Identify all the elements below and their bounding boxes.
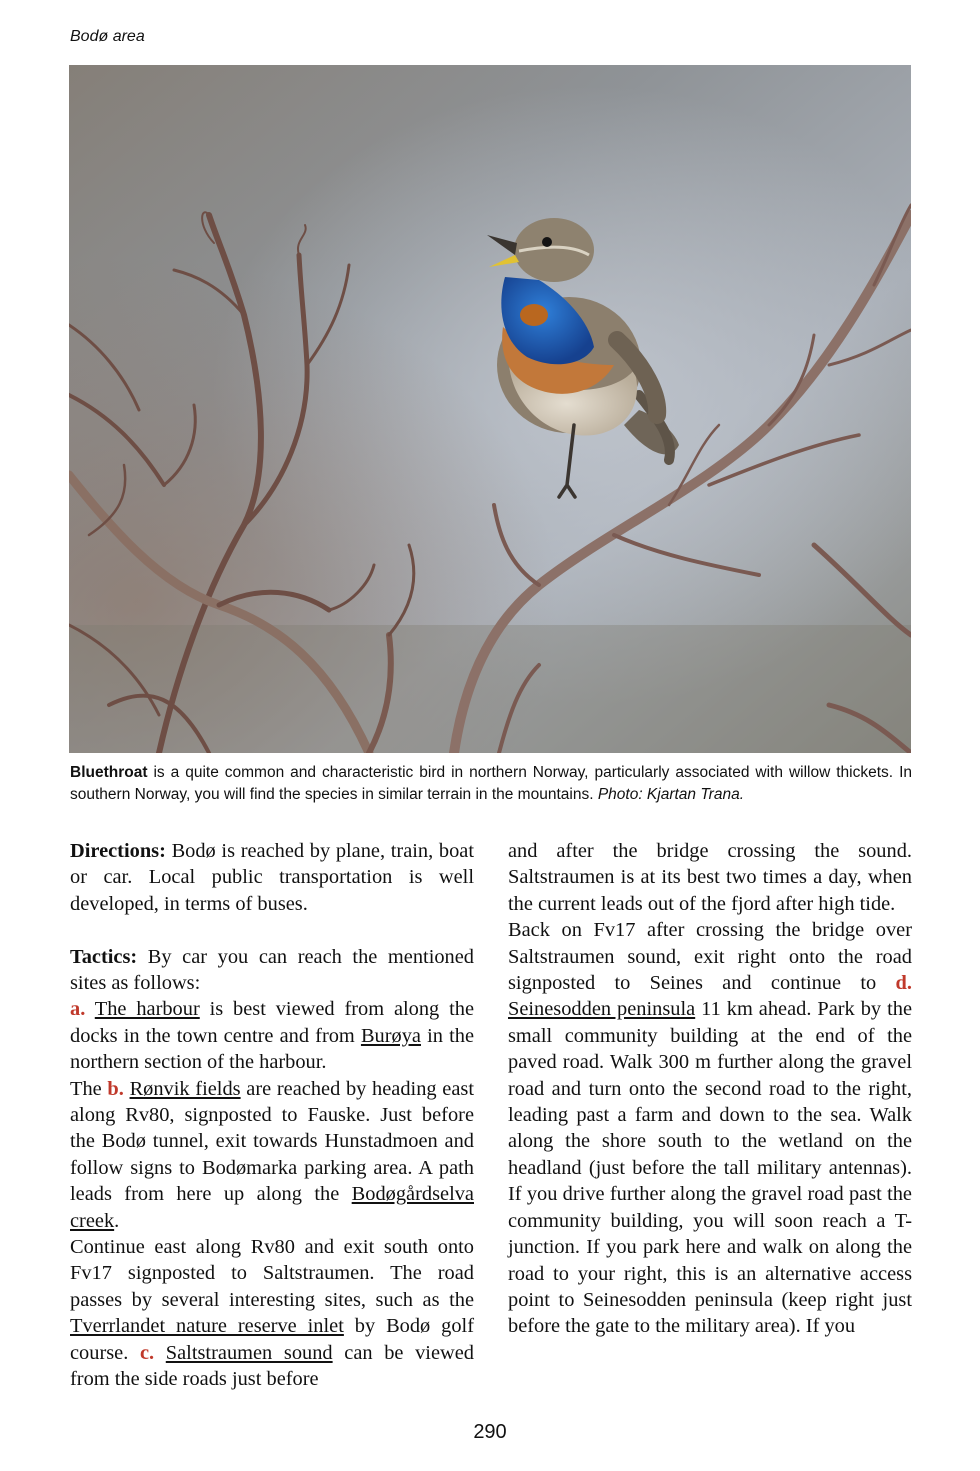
site-d-text: 11 km ahead. Park by the small community building at the end of the paved road. Walk 300 m further along the gravel road and turn onto the second road to the right, leading past a farm and down to the sea. Walk along the shore south to the wetland on the headland (just before the tall military antennas). If you drive further along the gravel road past the community building, you will soon reach a T-junction. If you park here and walk on along the road to your right, this is an alternative access point to Seinesodden peninsula (keep right just before the gate to the military area). If you [508, 998, 912, 1338]
site-a-paragraph [70, 996, 474, 1075]
left-column [70, 838, 474, 1393]
site-d-link[interactable]: Seinesodden peninsula [508, 998, 696, 1021]
site-c-paragraph [70, 1234, 474, 1392]
site-b-marker: b. [107, 1077, 124, 1100]
site-c-link[interactable]: Saltstraumen sound [165, 1341, 333, 1364]
site-a-text: is best viewed from along the docks in the town centre and from [70, 998, 475, 1047]
site-a-link[interactable]: The harbour [94, 998, 200, 1021]
caption-species: Bluethroat [70, 764, 148, 781]
directions-text: Bodø is reached by plane, train, boat or car. Local public transportation is well developed, in terms of buses. [70, 840, 474, 915]
site-c-marker: c. [139, 1341, 155, 1364]
site-c-pre: Continue east along Rv80 and exit south onto Fv17 signposted to Saltstraumen. The road passes by several interesting sites, such as the [70, 1236, 474, 1311]
site-d-marker: d. [895, 972, 912, 995]
site-b-text-2: . [114, 1209, 120, 1232]
bluethroat-image [69, 65, 911, 753]
site-b-link[interactable]: Rønvik fields [129, 1077, 241, 1100]
buroya-link[interactable]: Burøya [360, 1024, 421, 1047]
site-c-text: can be viewed from the side roads just before [70, 1341, 474, 1391]
site-c-mid: by Bodø golf course. [70, 1315, 475, 1364]
running-head: Bodø area [70, 28, 145, 45]
saltstraumen-paragraph: and after the bridge crossing the sound. Saltstraumen is at its best two times a day, when the current leads out of the fjord after high tide. [508, 840, 912, 915]
photo-credit: Photo: Kjartan Trana. [597, 786, 744, 803]
site-b-pre: The [70, 1077, 108, 1100]
photo-caption [70, 762, 912, 806]
site-d-paragraph [508, 917, 912, 1340]
tactics-paragraph [70, 944, 474, 997]
caption-text: is a quite common and characteristic bird in northern Norway, particularly associated with willow thickets. In southern Norway, you will find the species in similar terrain in the mountains. [70, 764, 912, 803]
site-b-text: are reached by heading east along Rv80, signposted to Fauske. Just before the Bodø tunnel, exit towards Hunstadmoen and follow signs to Bodømarka parking area. A path leads from here up along the [70, 1077, 474, 1206]
right-column [508, 838, 912, 1340]
tactics-text: By car you can reach the mentioned sites as follows: [70, 945, 474, 995]
site-b-paragraph [70, 1076, 474, 1234]
tverrlandet-link[interactable]: Tverrlandet nature reserve inlet [70, 1315, 344, 1338]
bodogardselva-link[interactable]: Bodøgårdselva creek [70, 1183, 474, 1232]
site-d-pre: Back on Fv17 after crossing the bridge over Saltstraumen sound, exit right onto the road signposted to Seines and continue to [508, 919, 912, 995]
tactics-label: Tactics: [70, 945, 138, 968]
bird-photo [69, 65, 911, 753]
directions-label: Directions: [70, 840, 166, 862]
site-a-marker: a. [70, 998, 86, 1021]
site-a-text-2: in the northern section of the harbour. [70, 1024, 475, 1074]
page-number: 290 [473, 1421, 507, 1443]
directions-paragraph [70, 838, 474, 917]
